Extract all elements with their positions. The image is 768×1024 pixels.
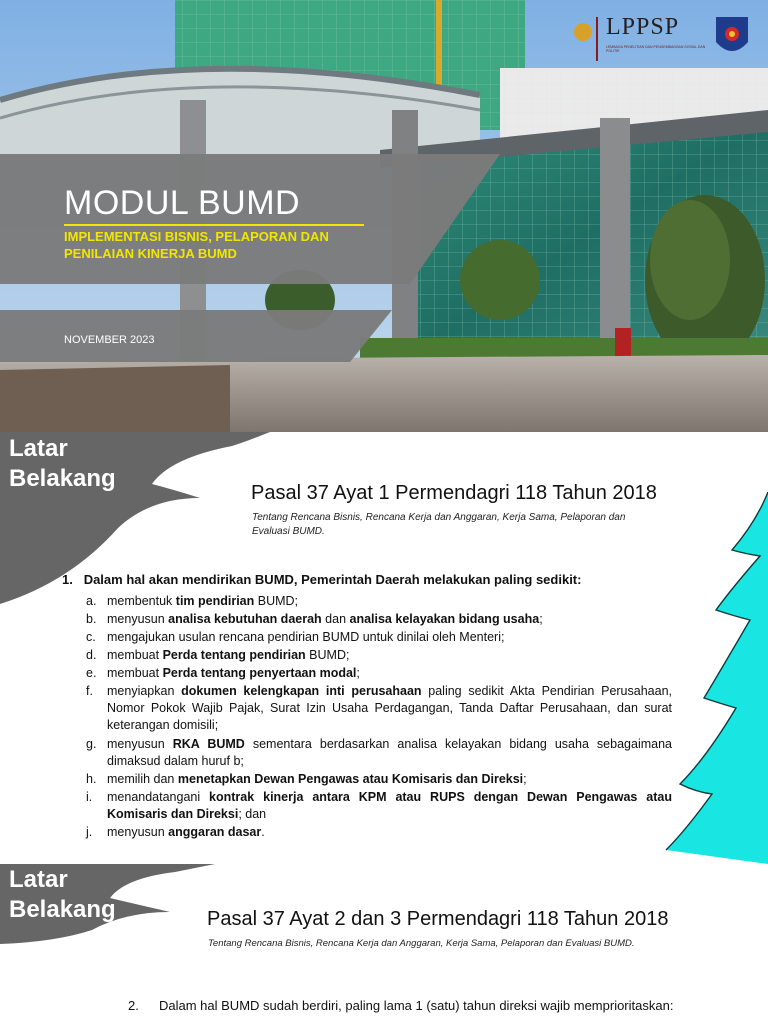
- text: mengajukan usulan rencana pendirian BUMD untuk dinilai oleh Menteri;: [107, 630, 505, 645]
- list-item: [86, 647, 672, 664]
- list-item: [86, 789, 672, 823]
- list-item: [86, 611, 672, 628]
- slide2-subtitle: Tentang Rencana Bisnis, Rencana Kerja dan Anggaran, Kerja Sama, Pelaporan dan Evaluasi BUMD.: [208, 938, 635, 949]
- text: dan: [321, 612, 350, 627]
- list-marker: e.: [86, 666, 97, 681]
- list-item-2: 2. Dalam hal BUMD sudah berdiri, paling lama 1 (satu) tahun direksi wajib memprioritaskan:: [128, 998, 674, 1013]
- bold-text: analisa kelayakan bidang usaha: [349, 612, 540, 627]
- list-marker: b.: [86, 612, 97, 627]
- list-marker: h.: [86, 771, 97, 786]
- text: sementara berdasarkan analisa kelayakan bidang usaha sebagaimana dimaksud dalam huruf b;: [107, 736, 672, 768]
- slide1-subtitle: Tentang Rencana Bisnis, Rencana Kerja dan Anggaran, Kerja Sama, Pelaporan dan Evaluasi BUMD.: [252, 512, 626, 537]
- slide-latar-belakang-1: [0, 432, 768, 864]
- cover-subtitle: IMPLEMENTASI BISNIS, PELAPORAN DAN PENILAIAN KINERJA BUMD: [64, 229, 329, 261]
- list-marker: j.: [86, 824, 93, 839]
- text: ; dan: [238, 806, 267, 821]
- title-underline: [64, 224, 364, 226]
- slide2-title: Pasal 37 Ayat 2 dan 3 Permendagri 118 Tahun 2018: [207, 908, 669, 930]
- list-marker: g.: [86, 736, 97, 751]
- slide-latar-belakang-2: [0, 864, 768, 1024]
- bold-text: Perda tentang pendirian: [162, 648, 306, 663]
- text: menyusun: [107, 736, 173, 751]
- bold-text: Perda tentang penyertaan modal: [162, 666, 357, 681]
- bold-text: analisa kebutuhan daerah: [168, 612, 322, 627]
- bold-text: tim pendirian: [175, 594, 255, 608]
- text: menyusun: [107, 824, 169, 839]
- list-item: [86, 593, 672, 610]
- date-band: [0, 310, 392, 362]
- text: membentuk: [107, 594, 176, 608]
- text: membuat: [107, 666, 163, 681]
- cover-title: MODUL BUMD: [64, 184, 301, 222]
- bold-text: kontrak kinerja antara KPM atau RUPS dengan Dewan Pengawas atau Komisaris dan Direksi: [107, 789, 672, 821]
- cover-slide: [0, 0, 768, 432]
- university-seal-icon: [574, 23, 592, 41]
- list-marker: f.: [86, 684, 93, 699]
- text: ;: [523, 771, 527, 786]
- slide1-title: Pasal 37 Ayat 1 Permendagri 118 Tahun 2018: [251, 482, 657, 504]
- list-marker: d.: [86, 648, 97, 663]
- text: menyiapkan: [107, 684, 182, 699]
- list-item: [86, 665, 672, 682]
- text: ;: [356, 666, 360, 681]
- corner-label-2: Latar Belakang: [9, 866, 116, 923]
- text: menandatangani: [107, 789, 210, 804]
- bold-text: menetapkan Dewan Pengawas atau Komisaris dan Direksi: [177, 771, 524, 786]
- text: BUMD;: [254, 594, 299, 608]
- main-list-item: 1. Dalam hal akan mendirikan BUMD, Pemerintah Daerah melakukan paling sedikit:: [62, 572, 582, 587]
- teal-tree-shape: [660, 492, 768, 864]
- cover-date: NOVEMBER 2023: [64, 334, 155, 346]
- bold-text: RKA BUMD: [172, 736, 245, 751]
- text: menyusun: [107, 612, 169, 627]
- logo-text: LPPSP: [606, 14, 680, 40]
- text: paling sedikit Akta Pendirian Perusahaan, Nomor Pokok Wajib Pajak, Surat Izin Usaha Perdagangan, Tanda Daftar Perusahaan, dan surat keterangan domisili;: [107, 684, 672, 733]
- text: memilih dan: [107, 771, 178, 786]
- bold-text: anggaran dasar: [168, 824, 262, 839]
- list-item: [86, 824, 672, 841]
- sub-item-list: [86, 593, 672, 842]
- list-marker: c.: [86, 630, 96, 645]
- list-marker: a.: [86, 594, 97, 608]
- text: BUMD;: [305, 648, 350, 663]
- list-item: [86, 771, 672, 788]
- list-item: [86, 629, 672, 646]
- bold-text: dokumen kelengkapan inti perusahaan: [181, 684, 422, 699]
- text: .: [261, 824, 265, 839]
- list-item: [86, 736, 672, 770]
- text: ;: [539, 612, 543, 627]
- corner-label: Latar Belakang: [9, 435, 116, 492]
- list-item: [86, 683, 672, 734]
- list-marker: i.: [86, 789, 93, 804]
- text: membuat: [107, 648, 163, 663]
- logo-subtext: LEMBAGA PENELITIAN DAN PENGEMBANGAN SOSIAL DAN POLITIK: [606, 45, 706, 53]
